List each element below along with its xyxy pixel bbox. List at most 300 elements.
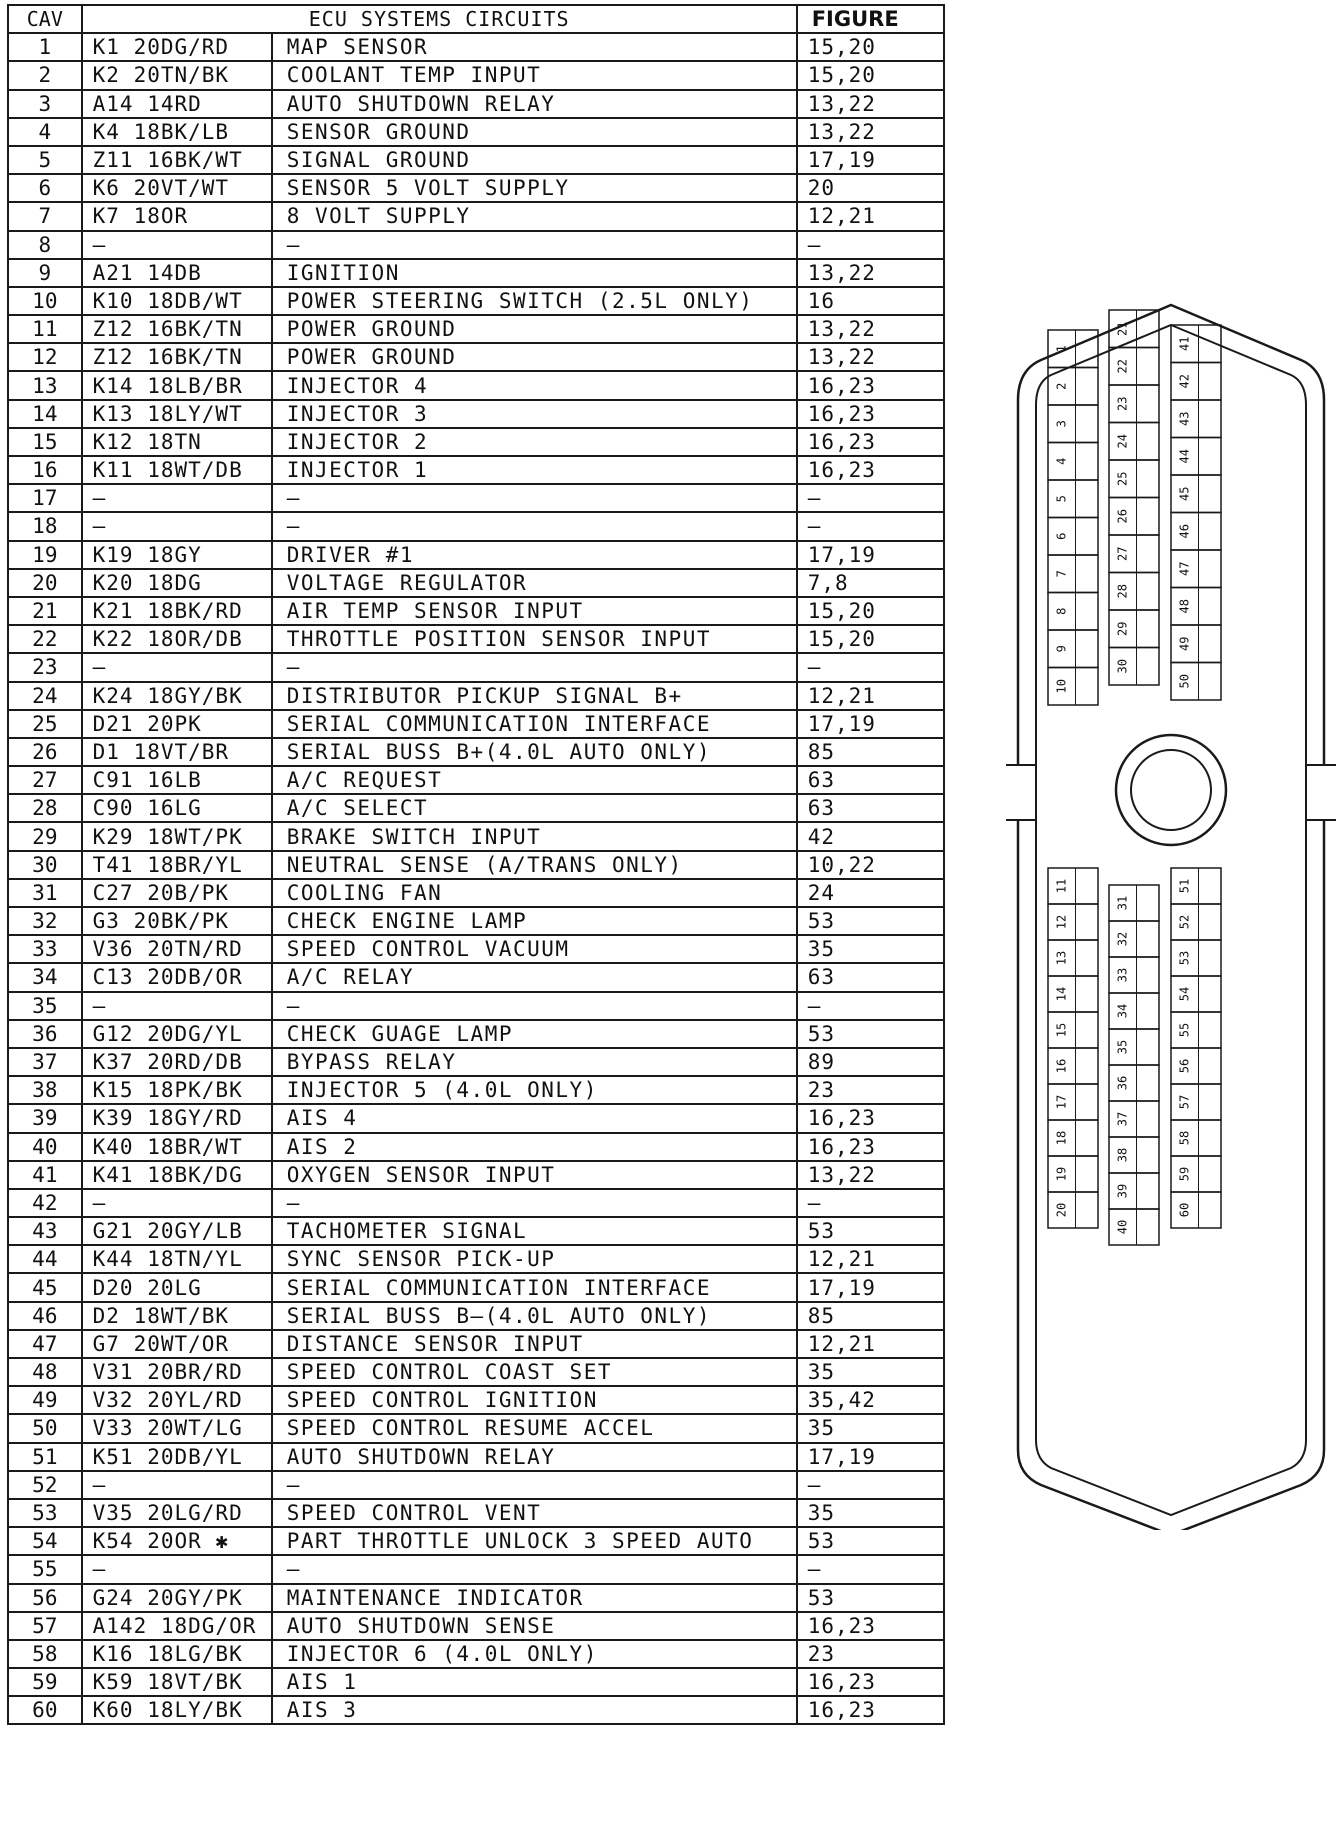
figure-cell: 53 bbox=[797, 1020, 944, 1048]
pin-number-label: 32 bbox=[1115, 931, 1130, 947]
wire-cell: G12 20DG/YL bbox=[82, 1020, 272, 1048]
cav-cell: 48 bbox=[8, 1358, 82, 1386]
figure-cell: 23 bbox=[797, 1640, 944, 1668]
wire-cell: K54 20OR ✱ bbox=[82, 1527, 272, 1555]
figure-cell: 20 bbox=[797, 174, 944, 202]
function-cell: POWER STEERING SWITCH (2.5L ONLY) bbox=[272, 287, 797, 315]
table-row bbox=[8, 710, 944, 738]
cav-cell: 32 bbox=[8, 907, 82, 935]
function-cell: POWER GROUND bbox=[272, 343, 797, 371]
wire-cell: K59 18VT/BK bbox=[82, 1668, 272, 1696]
pin-number-label: 37 bbox=[1115, 1111, 1130, 1127]
figure-cell: 35 bbox=[797, 1499, 944, 1527]
cav-cell: 43 bbox=[8, 1217, 82, 1245]
figure-cell: 13,22 bbox=[797, 1161, 944, 1189]
function-cell: — bbox=[272, 1471, 797, 1499]
function-cell: INJECTOR 1 bbox=[272, 456, 797, 484]
table-row bbox=[8, 1555, 944, 1583]
function-cell: PART THROTTLE UNLOCK 3 SPEED AUTO bbox=[272, 1527, 797, 1555]
figure-cell: 16 bbox=[797, 287, 944, 315]
pin-number-label: 14 bbox=[1054, 986, 1069, 1002]
wire-cell: V35 20LG/RD bbox=[82, 1499, 272, 1527]
pin-number-label: 3 bbox=[1054, 420, 1069, 428]
figure-cell: — bbox=[797, 1555, 944, 1583]
function-cell: AUTO SHUTDOWN RELAY bbox=[272, 90, 797, 118]
wire-cell: V32 20YL/RD bbox=[82, 1386, 272, 1414]
function-cell: AIS 1 bbox=[272, 1668, 797, 1696]
pin-number-label: 51 bbox=[1177, 878, 1192, 894]
pin-number-label: 23 bbox=[1115, 396, 1130, 411]
wire-cell: — bbox=[82, 1555, 272, 1583]
cav-cell: 5 bbox=[8, 146, 82, 174]
figure-cell: 42 bbox=[797, 822, 944, 850]
wire-cell: — bbox=[82, 992, 272, 1020]
table-row bbox=[8, 428, 944, 456]
cav-cell: 31 bbox=[8, 879, 82, 907]
pin-number-label: 30 bbox=[1115, 659, 1130, 674]
pin-number-label: 2 bbox=[1054, 382, 1069, 390]
table-row bbox=[8, 1189, 944, 1217]
cav-cell: 16 bbox=[8, 456, 82, 484]
pin-number-label: 54 bbox=[1177, 986, 1192, 1002]
figure-cell: 16,23 bbox=[797, 428, 944, 456]
wire-cell: G24 20GY/PK bbox=[82, 1584, 272, 1612]
function-cell: AUTO SHUTDOWN SENSE bbox=[272, 1612, 797, 1640]
cav-cell: 51 bbox=[8, 1443, 82, 1471]
pin-number-label: 34 bbox=[1115, 1003, 1130, 1019]
figure-cell: 15,20 bbox=[797, 625, 944, 653]
cav-cell: 15 bbox=[8, 428, 82, 456]
cav-cell: 35 bbox=[8, 992, 82, 1020]
function-cell: BRAKE SWITCH INPUT bbox=[272, 822, 797, 850]
figure-cell: 63 bbox=[797, 794, 944, 822]
pin-number-label: 13 bbox=[1054, 950, 1069, 966]
function-cell: AIS 4 bbox=[272, 1104, 797, 1132]
function-cell: INJECTOR 2 bbox=[272, 428, 797, 456]
wire-cell: K11 18WT/DB bbox=[82, 456, 272, 484]
pin-number-label: 48 bbox=[1177, 599, 1192, 614]
cav-cell: 30 bbox=[8, 851, 82, 879]
pin-number-label: 7 bbox=[1054, 570, 1069, 578]
pin-number-label: 50 bbox=[1177, 674, 1192, 689]
cav-cell: 54 bbox=[8, 1527, 82, 1555]
figure-cell: 12,21 bbox=[797, 1245, 944, 1273]
function-cell: SPEED CONTROL COAST SET bbox=[272, 1358, 797, 1386]
function-cell: DISTANCE SENSOR INPUT bbox=[272, 1330, 797, 1358]
table-row bbox=[8, 1076, 944, 1104]
pin-number-label: 29 bbox=[1115, 621, 1130, 636]
table-row bbox=[8, 1668, 944, 1696]
figure-cell: 16,23 bbox=[797, 1104, 944, 1132]
pin-number-label: 44 bbox=[1177, 449, 1192, 464]
wire-cell: K21 18BK/RD bbox=[82, 597, 272, 625]
figure-cell: 85 bbox=[797, 738, 944, 766]
cav-cell: 20 bbox=[8, 569, 82, 597]
function-cell: INJECTOR 3 bbox=[272, 400, 797, 428]
figure-cell: 16,23 bbox=[797, 1696, 944, 1724]
pin-number-label: 46 bbox=[1177, 524, 1192, 539]
function-cell: POWER GROUND bbox=[272, 315, 797, 343]
cav-cell: 34 bbox=[8, 963, 82, 991]
figure-cell: 16,23 bbox=[797, 1612, 944, 1640]
wire-cell: K41 18BK/DG bbox=[82, 1161, 272, 1189]
cav-cell: 44 bbox=[8, 1245, 82, 1273]
figure-cell: — bbox=[797, 231, 944, 259]
cav-cell: 19 bbox=[8, 541, 82, 569]
figure-cell: — bbox=[797, 992, 944, 1020]
wire-cell: C27 20B/PK bbox=[82, 879, 272, 907]
function-cell: SIGNAL GROUND bbox=[272, 146, 797, 174]
pin-number-label: 9 bbox=[1054, 645, 1069, 653]
table-row bbox=[8, 456, 944, 484]
cav-cell: 28 bbox=[8, 794, 82, 822]
pin-number-label: 16 bbox=[1054, 1058, 1069, 1074]
table-row bbox=[8, 1612, 944, 1640]
wire-cell: A142 18DG/OR bbox=[82, 1612, 272, 1640]
table-row bbox=[8, 315, 944, 343]
cav-cell: 40 bbox=[8, 1133, 82, 1161]
figure-cell: 35 bbox=[797, 1358, 944, 1386]
table-row bbox=[8, 1104, 944, 1132]
cav-cell: 1 bbox=[8, 33, 82, 61]
pin-number-label: 45 bbox=[1177, 486, 1192, 501]
wire-cell: K1 20DG/RD bbox=[82, 33, 272, 61]
cav-cell: 52 bbox=[8, 1471, 82, 1499]
pin-number-label: 21 bbox=[1115, 321, 1130, 336]
cav-cell: 14 bbox=[8, 400, 82, 428]
cav-cell: 3 bbox=[8, 90, 82, 118]
table-row bbox=[8, 597, 944, 625]
figure-cell: 12,21 bbox=[797, 682, 944, 710]
table-row bbox=[8, 851, 944, 879]
table-row bbox=[8, 907, 944, 935]
table-row bbox=[8, 625, 944, 653]
cav-cell: 58 bbox=[8, 1640, 82, 1668]
cav-column-header: CAV bbox=[8, 5, 82, 33]
table-row bbox=[8, 1640, 944, 1668]
wire-cell: K37 20RD/DB bbox=[82, 1048, 272, 1076]
function-cell: — bbox=[272, 1189, 797, 1217]
pin-number-label: 49 bbox=[1177, 636, 1192, 651]
function-cell: VOLTAGE REGULATOR bbox=[272, 569, 797, 597]
function-cell: COOLING FAN bbox=[272, 879, 797, 907]
table-row bbox=[8, 400, 944, 428]
cav-cell: 2 bbox=[8, 61, 82, 89]
figure-cell: 16,23 bbox=[797, 371, 944, 399]
figure-cell: 17,19 bbox=[797, 541, 944, 569]
pin-number-label: 56 bbox=[1177, 1058, 1192, 1074]
function-cell: SERIAL COMMUNICATION INTERFACE bbox=[272, 1273, 797, 1301]
table-row bbox=[8, 822, 944, 850]
figure-cell: 12,21 bbox=[797, 202, 944, 230]
cav-cell: 42 bbox=[8, 1189, 82, 1217]
wire-cell: C90 16LG bbox=[82, 794, 272, 822]
function-cell: — bbox=[272, 231, 797, 259]
cav-cell: 53 bbox=[8, 1499, 82, 1527]
cav-cell: 47 bbox=[8, 1330, 82, 1358]
function-cell: SPEED CONTROL VACUUM bbox=[272, 935, 797, 963]
cav-cell: 46 bbox=[8, 1302, 82, 1330]
function-cell: AUTO SHUTDOWN RELAY bbox=[272, 1443, 797, 1471]
pin-number-label: 19 bbox=[1054, 1166, 1069, 1182]
pin-rows bbox=[8, 33, 944, 1724]
cav-cell: 45 bbox=[8, 1273, 82, 1301]
table-row bbox=[8, 484, 944, 512]
function-cell: IGNITION bbox=[272, 259, 797, 287]
pin-number-label: 43 bbox=[1177, 411, 1192, 426]
pin-number-label: 25 bbox=[1115, 471, 1130, 486]
pin-number-label: 52 bbox=[1177, 914, 1192, 930]
figure-cell: 16,23 bbox=[797, 1133, 944, 1161]
pin-number-label: 22 bbox=[1115, 359, 1130, 374]
table-row bbox=[8, 371, 944, 399]
wire-cell: K39 18GY/RD bbox=[82, 1104, 272, 1132]
function-cell: SENSOR 5 VOLT SUPPLY bbox=[272, 174, 797, 202]
cav-cell: 57 bbox=[8, 1612, 82, 1640]
table-row bbox=[8, 202, 944, 230]
cav-cell: 41 bbox=[8, 1161, 82, 1189]
figure-column-header: FIGURE bbox=[797, 5, 944, 33]
pin-number-label: 18 bbox=[1054, 1130, 1069, 1146]
ecu-pinout-table bbox=[7, 4, 945, 1725]
function-cell: — bbox=[272, 992, 797, 1020]
cav-cell: 33 bbox=[8, 935, 82, 963]
figure-cell: 35,42 bbox=[797, 1386, 944, 1414]
cav-cell: 50 bbox=[8, 1414, 82, 1442]
wire-cell: — bbox=[82, 653, 272, 681]
function-cell: COOLANT TEMP INPUT bbox=[272, 61, 797, 89]
table-row bbox=[8, 766, 944, 794]
wire-cell: D1 18VT/BR bbox=[82, 738, 272, 766]
pin-number-label: 17 bbox=[1054, 1094, 1069, 1110]
cav-cell: 36 bbox=[8, 1020, 82, 1048]
cav-cell: 13 bbox=[8, 371, 82, 399]
circuits-column-header: ECU SYSTEMS CIRCUITS bbox=[82, 5, 797, 33]
figure-cell: 16,23 bbox=[797, 400, 944, 428]
function-cell: DISTRIBUTOR PICKUP SIGNAL B+ bbox=[272, 682, 797, 710]
figure-cell: 63 bbox=[797, 963, 944, 991]
table-row bbox=[8, 738, 944, 766]
wire-cell: — bbox=[82, 1471, 272, 1499]
figure-cell: — bbox=[797, 484, 944, 512]
cav-cell: 38 bbox=[8, 1076, 82, 1104]
table-row bbox=[8, 1020, 944, 1048]
wire-cell: K24 18GY/BK bbox=[82, 682, 272, 710]
table-row bbox=[8, 1330, 944, 1358]
wire-cell: Z12 16BK/TN bbox=[82, 315, 272, 343]
table-row bbox=[8, 259, 944, 287]
figure-cell: 16,23 bbox=[797, 1668, 944, 1696]
wire-cell: K40 18BR/WT bbox=[82, 1133, 272, 1161]
wire-cell: D20 20LG bbox=[82, 1273, 272, 1301]
wire-cell: K22 18OR/DB bbox=[82, 625, 272, 653]
function-cell: AIR TEMP SENSOR INPUT bbox=[272, 597, 797, 625]
cav-cell: 25 bbox=[8, 710, 82, 738]
table-row bbox=[8, 963, 944, 991]
pin-number-label: 8 bbox=[1054, 607, 1069, 615]
table-row bbox=[8, 1273, 944, 1301]
function-cell: SPEED CONTROL VENT bbox=[272, 1499, 797, 1527]
function-cell: CHECK ENGINE LAMP bbox=[272, 907, 797, 935]
table-row bbox=[8, 1386, 944, 1414]
table-row bbox=[8, 1161, 944, 1189]
function-cell: AIS 2 bbox=[272, 1133, 797, 1161]
pin-number-label: 41 bbox=[1177, 336, 1192, 351]
center-bolt-outer bbox=[1116, 735, 1226, 845]
function-cell: — bbox=[272, 512, 797, 540]
cav-cell: 10 bbox=[8, 287, 82, 315]
pin-number-label: 27 bbox=[1115, 546, 1130, 561]
pin-number-label: 35 bbox=[1115, 1039, 1130, 1055]
figure-cell: 17,19 bbox=[797, 710, 944, 738]
wire-cell: G3 20BK/PK bbox=[82, 907, 272, 935]
figure-cell: 63 bbox=[797, 766, 944, 794]
connector-pins bbox=[1048, 310, 1221, 1245]
wire-cell: G21 20GY/LB bbox=[82, 1217, 272, 1245]
cav-cell: 49 bbox=[8, 1386, 82, 1414]
pin-number-label: 38 bbox=[1115, 1147, 1130, 1163]
figure-cell: 15,20 bbox=[797, 597, 944, 625]
pin-number-label: 42 bbox=[1177, 374, 1192, 389]
cav-cell: 17 bbox=[8, 484, 82, 512]
table-row bbox=[8, 1696, 944, 1724]
figure-cell: 53 bbox=[797, 907, 944, 935]
cav-cell: 22 bbox=[8, 625, 82, 653]
figure-cell: 16,23 bbox=[797, 456, 944, 484]
table-row bbox=[8, 1133, 944, 1161]
function-cell: MAP SENSOR bbox=[272, 33, 797, 61]
pin-number-label: 26 bbox=[1115, 509, 1130, 524]
function-cell: — bbox=[272, 653, 797, 681]
figure-cell: 53 bbox=[797, 1584, 944, 1612]
table-row bbox=[8, 541, 944, 569]
function-cell: INJECTOR 4 bbox=[272, 371, 797, 399]
pin-number-label: 59 bbox=[1177, 1166, 1192, 1182]
wire-cell: A14 14RD bbox=[82, 90, 272, 118]
pin-number-label: 24 bbox=[1115, 434, 1130, 449]
wire-cell: K13 18LY/WT bbox=[82, 400, 272, 428]
figure-cell: — bbox=[797, 1471, 944, 1499]
pin-number-label: 5 bbox=[1054, 495, 1069, 503]
figure-cell: 13,22 bbox=[797, 315, 944, 343]
function-cell: SYNC SENSOR PICK-UP bbox=[272, 1245, 797, 1273]
pin-number-label: 58 bbox=[1177, 1130, 1192, 1146]
wire-cell: — bbox=[82, 231, 272, 259]
figure-cell: 7,8 bbox=[797, 569, 944, 597]
table-row bbox=[8, 569, 944, 597]
left-latch bbox=[1006, 765, 1036, 820]
figure-cell: 35 bbox=[797, 1414, 944, 1442]
function-cell: OXYGEN SENSOR INPUT bbox=[272, 1161, 797, 1189]
pin-number-label: 20 bbox=[1054, 1202, 1069, 1218]
pin-number-label: 1 bbox=[1054, 345, 1069, 353]
pin-number-label: 57 bbox=[1177, 1094, 1192, 1110]
figure-cell: 85 bbox=[797, 1302, 944, 1330]
cav-cell: 29 bbox=[8, 822, 82, 850]
function-cell: NEUTRAL SENSE (A/TRANS ONLY) bbox=[272, 851, 797, 879]
ecu-connector-diagram bbox=[1006, 300, 1336, 1530]
table-row bbox=[8, 1302, 944, 1330]
table-row bbox=[8, 287, 944, 315]
figure-cell: 53 bbox=[797, 1527, 944, 1555]
table-row bbox=[8, 146, 944, 174]
wire-cell: K12 18TN bbox=[82, 428, 272, 456]
function-cell: TACHOMETER SIGNAL bbox=[272, 1217, 797, 1245]
table-row bbox=[8, 1048, 944, 1076]
function-cell: BYPASS RELAY bbox=[272, 1048, 797, 1076]
wire-cell: K44 18TN/YL bbox=[82, 1245, 272, 1273]
figure-cell: 13,22 bbox=[797, 90, 944, 118]
wire-cell: K15 18PK/BK bbox=[82, 1076, 272, 1104]
table-row bbox=[8, 512, 944, 540]
wire-cell: Z12 16BK/TN bbox=[82, 343, 272, 371]
cav-cell: 27 bbox=[8, 766, 82, 794]
function-cell: MAINTENANCE INDICATOR bbox=[272, 1584, 797, 1612]
wire-cell: K16 18LG/BK bbox=[82, 1640, 272, 1668]
function-cell: A/C SELECT bbox=[272, 794, 797, 822]
function-cell: 8 VOLT SUPPLY bbox=[272, 202, 797, 230]
wire-cell: C13 20DB/OR bbox=[82, 963, 272, 991]
function-cell: SPEED CONTROL IGNITION bbox=[272, 1386, 797, 1414]
figure-cell: 17,19 bbox=[797, 146, 944, 174]
pin-number-label: 10 bbox=[1054, 679, 1069, 694]
figure-cell: 24 bbox=[797, 879, 944, 907]
figure-cell: 17,19 bbox=[797, 1273, 944, 1301]
table-row bbox=[8, 653, 944, 681]
figure-cell: 13,22 bbox=[797, 343, 944, 371]
cav-cell: 11 bbox=[8, 315, 82, 343]
pin-number-label: 12 bbox=[1054, 914, 1069, 930]
wire-cell: K51 20DB/YL bbox=[82, 1443, 272, 1471]
figure-cell: 13,22 bbox=[797, 259, 944, 287]
wire-cell: V31 20BR/RD bbox=[82, 1358, 272, 1386]
table-row bbox=[8, 118, 944, 146]
table-row bbox=[8, 1245, 944, 1273]
figure-cell: 89 bbox=[797, 1048, 944, 1076]
table-row bbox=[8, 1527, 944, 1555]
center-bolt-inner bbox=[1131, 750, 1211, 830]
figure-cell: — bbox=[797, 1189, 944, 1217]
figure-cell: — bbox=[797, 653, 944, 681]
table-row bbox=[8, 682, 944, 710]
function-cell: AIS 3 bbox=[272, 1696, 797, 1724]
pin-number-label: 39 bbox=[1115, 1183, 1130, 1199]
figure-cell: 35 bbox=[797, 935, 944, 963]
cav-cell: 60 bbox=[8, 1696, 82, 1724]
table-row bbox=[8, 992, 944, 1020]
wire-cell: A21 14DB bbox=[82, 259, 272, 287]
table-row bbox=[8, 879, 944, 907]
cav-cell: 56 bbox=[8, 1584, 82, 1612]
function-cell: DRIVER #1 bbox=[272, 541, 797, 569]
pin-number-label: 33 bbox=[1115, 967, 1130, 983]
table-row bbox=[8, 935, 944, 963]
cav-cell: 26 bbox=[8, 738, 82, 766]
cav-cell: 21 bbox=[8, 597, 82, 625]
wire-cell: T41 18BR/YL bbox=[82, 851, 272, 879]
function-cell: SERIAL COMMUNICATION INTERFACE bbox=[272, 710, 797, 738]
figure-cell: 17,19 bbox=[797, 1443, 944, 1471]
table-row bbox=[8, 1499, 944, 1527]
table-row bbox=[8, 794, 944, 822]
function-cell: A/C RELAY bbox=[272, 963, 797, 991]
wire-cell: G7 20WT/OR bbox=[82, 1330, 272, 1358]
table-row bbox=[8, 1414, 944, 1442]
table-row bbox=[8, 231, 944, 259]
function-cell: SENSOR GROUND bbox=[272, 118, 797, 146]
cav-cell: 7 bbox=[8, 202, 82, 230]
wire-cell: K4 18BK/LB bbox=[82, 118, 272, 146]
